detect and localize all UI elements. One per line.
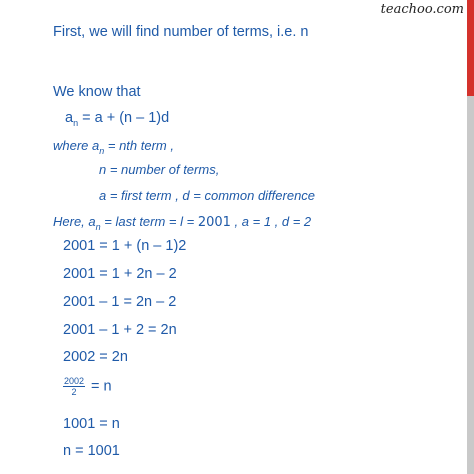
step-2: 2001 = 1 + 2n – 2: [63, 266, 177, 282]
definition-a-d: a = first term , d = common difference: [99, 188, 316, 203]
here-prefix: Here, a: [53, 214, 96, 229]
where-prefix: where a: [53, 138, 100, 153]
step-1: 2001 = 1 + (n – 1)2: [63, 238, 187, 254]
fraction: [63, 376, 85, 397]
step-5: 2002 = 2n: [63, 349, 128, 365]
formula-subscript: n: [73, 118, 79, 128]
fraction-rest: = n: [87, 378, 112, 395]
brand-logo: teachoo.com: [380, 2, 464, 17]
fraction-line: [63, 376, 112, 397]
where-subscript: n: [99, 146, 105, 156]
fraction-denominator: 2: [71, 387, 77, 397]
know-that-text: We know that: [53, 84, 141, 100]
fraction-numerator: 2002: [64, 376, 85, 386]
side-accent-bar: [467, 0, 474, 474]
step-3: 2001 – 1 = 2n – 2: [63, 294, 177, 310]
step-6: 1001 = n: [63, 416, 120, 432]
here-mid: = last term = l =: [100, 214, 198, 229]
step-7: n = 1001: [63, 443, 120, 459]
here-rest: , a = 1 , d = 2: [230, 214, 312, 229]
intro-text: First, we will find number of terms, i.e. n: [53, 24, 309, 40]
formula-rest: = a + (n – 1)d: [78, 110, 170, 126]
where-rest: = nth term ,: [104, 138, 174, 153]
formula-a: a: [65, 110, 74, 126]
accent-bar-gray: [467, 96, 474, 474]
here-subscript: n: [95, 222, 101, 232]
here-line: [53, 214, 311, 230]
where-line: [53, 138, 174, 156]
formula-line: [65, 110, 169, 126]
here-value: 2001: [197, 215, 231, 230]
definition-n: n = number of terms,: [99, 162, 220, 177]
accent-bar-red: [467, 0, 474, 96]
step-4: 2001 – 1 + 2 = 2n: [63, 322, 177, 338]
